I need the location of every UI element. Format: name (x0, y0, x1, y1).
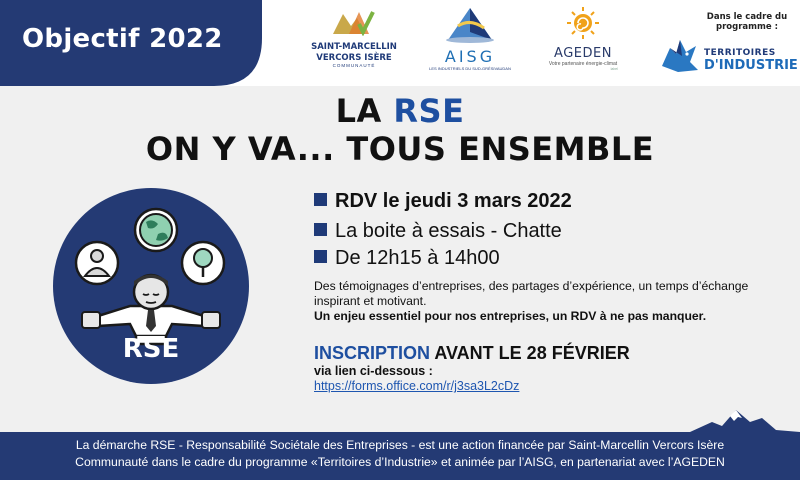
inscription-heading (314, 343, 630, 364)
bullet-square-icon (314, 193, 327, 206)
page-title-line1 (0, 92, 800, 130)
territoires-word2: D'INDUSTRIE (704, 58, 798, 73)
ageden-sub: Votre partenaire énergie-climat (548, 61, 618, 67)
smv-logo[interactable] (308, 6, 400, 68)
ageden-logo[interactable] (540, 6, 626, 71)
event-place-text: La boite à essais - Chatte (335, 220, 562, 242)
bullet-square-icon (314, 250, 327, 263)
title-prefix: LA (335, 92, 394, 130)
bullet-square-icon (314, 223, 327, 236)
aisg-name: AISG (444, 47, 496, 66)
territoires-caption-line1: Dans le cadre du (706, 12, 788, 22)
event-time (314, 247, 500, 270)
description-strong: Un enjeu essentiel pour nos entreprises, un RDV à ne pas manquer. (314, 309, 707, 323)
event-place (314, 220, 562, 243)
objectif-label: Objectif 2022 (22, 24, 223, 54)
smv-sub: COMMUNAUTÉ (332, 63, 376, 68)
footer-text (0, 437, 800, 471)
rse-label: RSE (122, 334, 180, 364)
event-time-text: De 12h15 à 14h00 (335, 247, 500, 269)
rooster-icon (656, 36, 702, 76)
event-date-text: RDV le jeudi 3 mars 2022 (335, 190, 572, 212)
mountain-logo-icon (329, 6, 379, 36)
inscription-rest: AVANT LE 28 FÉVRIER (430, 343, 630, 363)
aisg-logo[interactable] (420, 6, 520, 71)
territoires-caption (682, 12, 800, 32)
inscription-accent: INSCRIPTION (314, 343, 431, 363)
aisg-sub: LES INDUSTRIELS DU SUD-GRÉSIVAUDAN (429, 66, 511, 71)
event-description (314, 279, 784, 324)
smv-name-line2: VERCORS ISÈRE (316, 53, 392, 63)
description-text: Des témoignages d’entreprises, des partages d’expérience, un temps d’échange inspirant et motivant. (314, 279, 749, 308)
title-accent: RSE (393, 92, 465, 130)
sun-spiral-icon (563, 6, 603, 40)
territoires-caption-line2: programme : (716, 22, 778, 32)
inscription-via: via lien ci-dessous : (314, 364, 433, 378)
footer-line1: La démarche RSE - Responsabilité Sociétale des Entreprises - est une action financée par Saint-Marcellin Vercors Isère (75, 438, 725, 452)
page-title-line2: ON Y VA... TOUS ENSEMBLE (145, 130, 655, 168)
tree-icon (182, 242, 224, 284)
earth-icon (135, 209, 177, 251)
footer-line2: Communauté dans le cadre du programme «Territoires d’Industrie» et animée par l’AISG, en partenariat avec l’AGEDEN (75, 455, 725, 469)
ageden-small: label (610, 67, 618, 71)
event-date (314, 190, 572, 213)
aisg-emblem-icon (440, 6, 500, 44)
smv-name-line1: SAINT-MARCELLIN (311, 42, 397, 52)
territoires-word1: TERRITOIRES (704, 48, 776, 58)
territoires-logo[interactable] (652, 6, 798, 84)
user-icon (76, 242, 118, 284)
ageden-name: AGEDEN (554, 46, 612, 61)
inscription-link[interactable]: https://forms.office.com/r/j3sa3L2cDz (314, 379, 520, 393)
